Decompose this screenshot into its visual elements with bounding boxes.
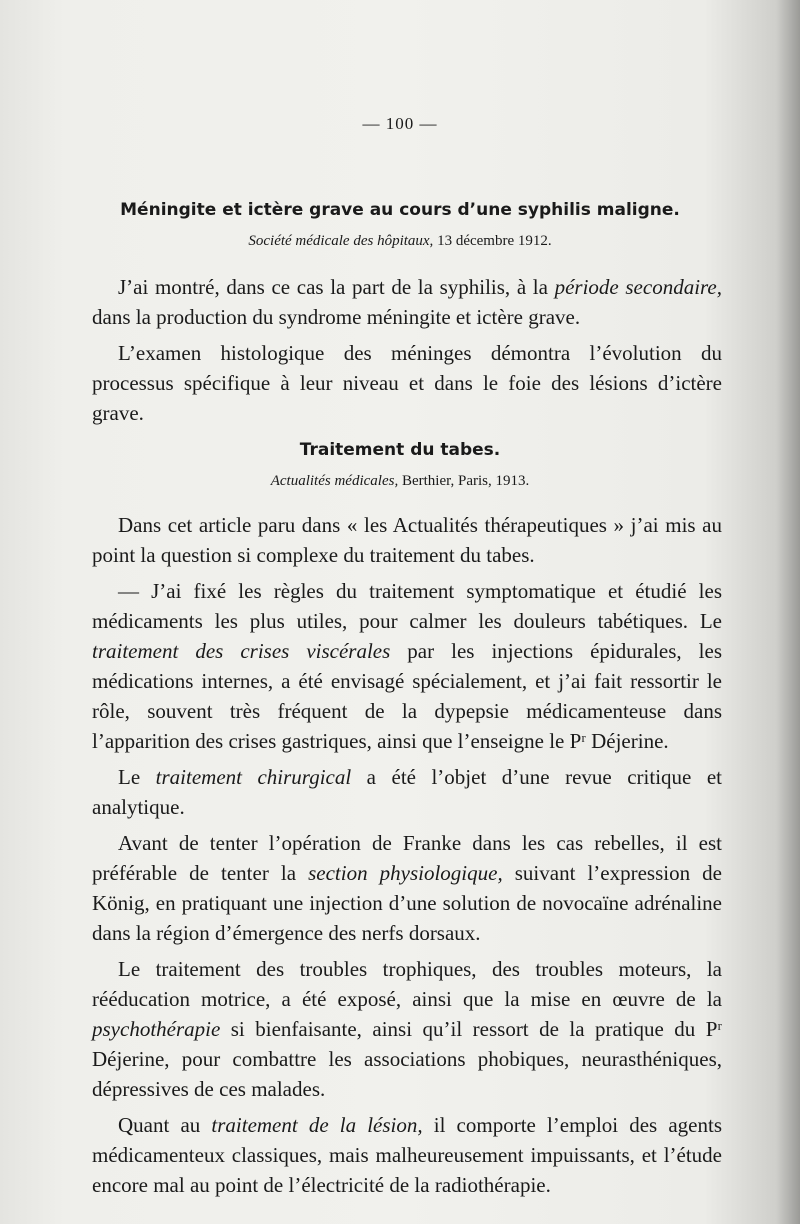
section-body-tabes xyxy=(92,510,722,1200)
page-number: — 100 — xyxy=(362,114,438,133)
paragraph: L’examen histologique des méninges démontra l’évolution du processus spécifique à leur niveau et dans le foie des lésions d’ictère grave. xyxy=(92,341,722,425)
section-source-meningite xyxy=(0,233,800,250)
paragraph: Dans cet article paru dans « les Actualités thérapeutiques » j’ai mis au point la question si complexe du traitement du tabes. xyxy=(92,513,722,567)
section-source-tabes xyxy=(0,473,800,490)
paragraph: Quant au traitement de la lésion, il comporte l’emploi des agents médicamenteux classiques, mais malheureusement impuissants, et l’étude encore mal au point de l’électricité de la radiothérapie. xyxy=(92,1113,722,1197)
paragraph: — J’ai fixé les règles du traitement symptomatique et étudié les médicaments les plus utiles, pour calmer les douleurs tabétiques. Le traitement des crises viscérales par les injections épidurales, les médications internes, a été envisagé spécialement, et j’ai fait ressortir le rôle, souvent très fréquent de la dypepsie médicamenteuse dans l’apparition des crises gastriques, ainsi que l’enseigne le Pʳ Déjerine. xyxy=(92,579,722,753)
source-date: 13 décembre 1912. xyxy=(433,233,552,249)
section-body-meningite xyxy=(92,272,722,428)
paragraph: Le traitement des troubles trophiques, des troubles moteurs, la rééducation motrice, a été exposé, ainsi que la mise en œuvre de la psychothérapie si bienfaisante, ainsi qu’il ressort de la pratique du Pʳ Déjerine, pour combattre les associations phobiques, neurasthéniques, dépressives de ces malades. xyxy=(92,957,722,1101)
paragraph: Le traitement chirurgical a été l’objet d’une revue critique et analytique. xyxy=(92,765,723,819)
section-title-tabes: Traitement du tabes. xyxy=(299,440,501,460)
paragraph: J’ai montré, dans ce cas la part de la syphilis, à la période secondaire, dans la production du syndrome méningite et ictère grave. xyxy=(92,275,722,329)
source-journal: Société médicale des hôpitaux, xyxy=(248,233,434,249)
source-journal: Actualités médicales, xyxy=(270,473,399,489)
source-publisher: Berthier, Paris, 1913. xyxy=(398,473,530,489)
section-title-meningite: Méningite et ictère grave au cours d’une syphilis maligne. xyxy=(120,200,680,220)
paragraph: Avant de tenter l’opération de Franke dans les cas rebelles, il est préférable de tenter la section physiologique, suivant l’expression de König, en pratiquant une injection d’une solution de novocaïne adrénaline dans la région d’émergence des nerfs dorsaux. xyxy=(92,831,722,945)
